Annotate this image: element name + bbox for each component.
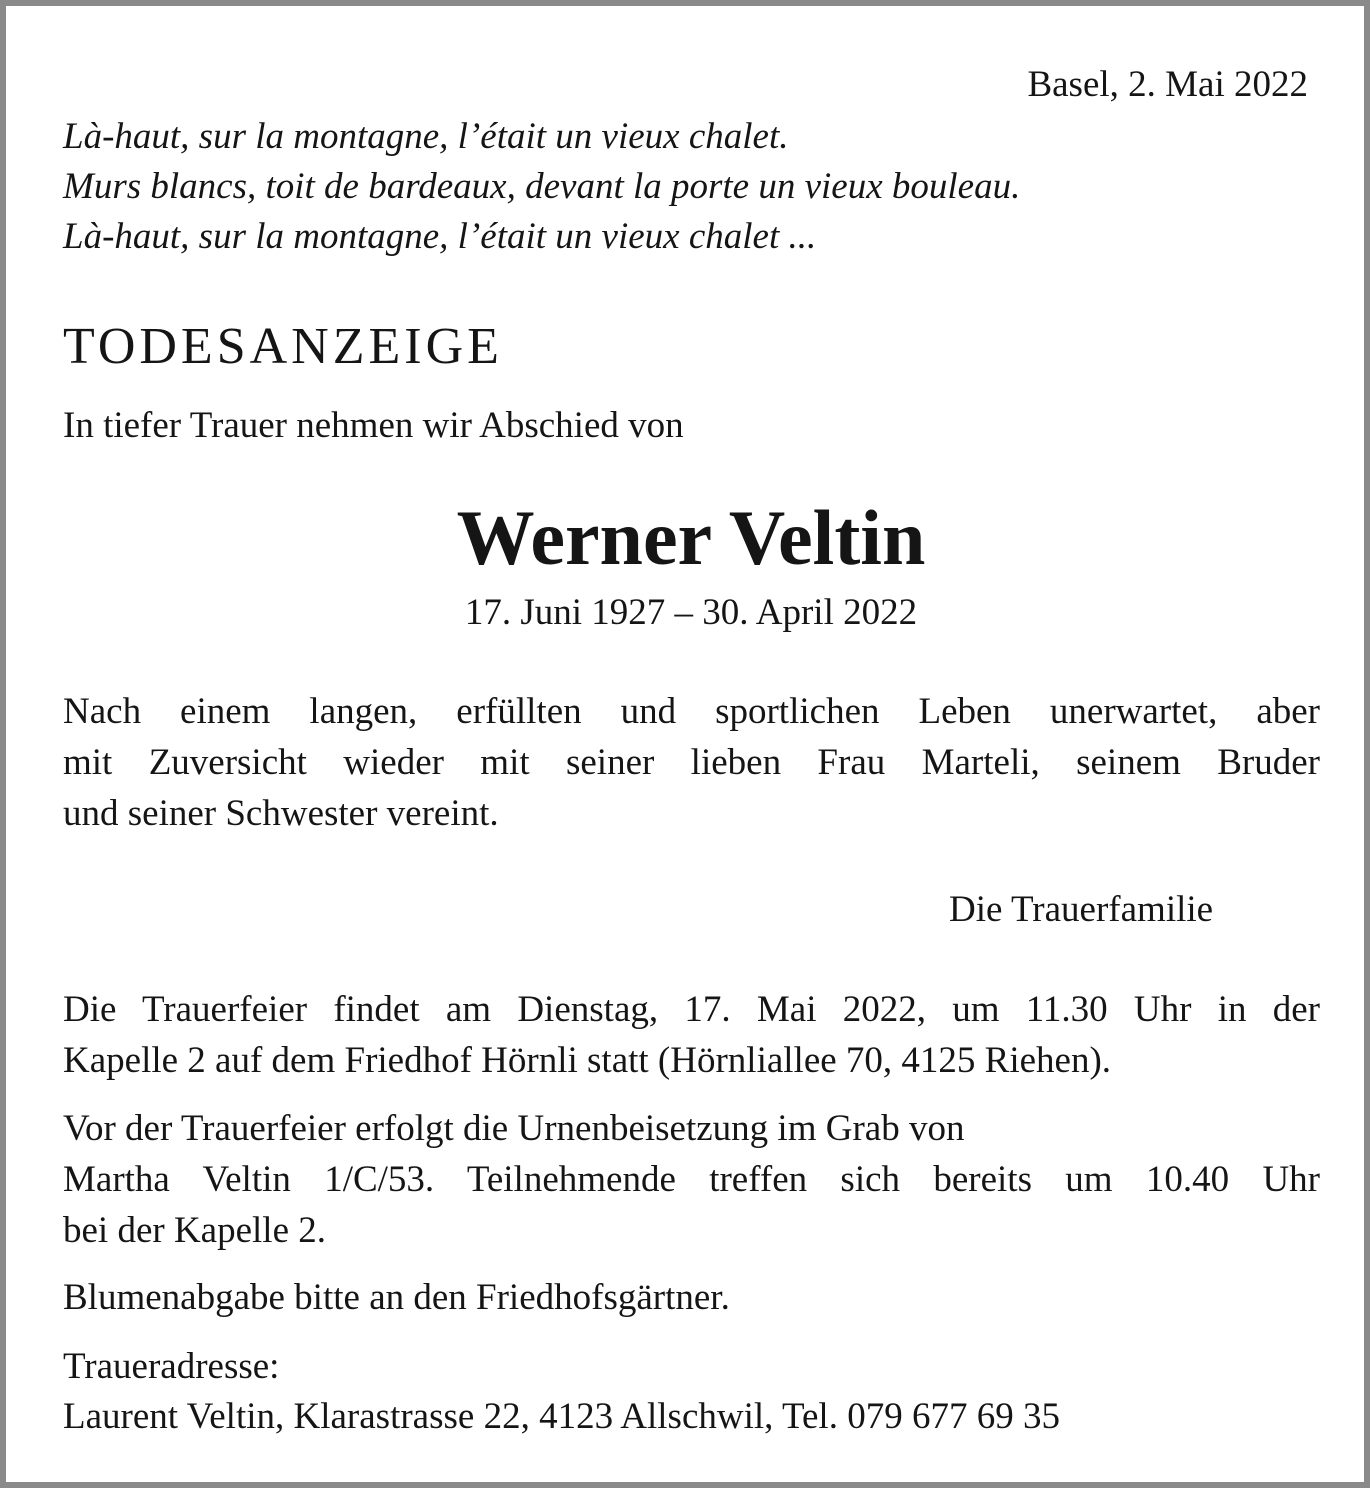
life-dates: 17. Juni 1927 – 30. April 2022 bbox=[464, 592, 918, 633]
address-label: Traueradresse: bbox=[63, 1346, 280, 1387]
place-date: Basel, 2. Mai 2022 bbox=[1027, 64, 1308, 105]
urn-burial-paragraph bbox=[63, 1103, 1320, 1256]
ceremony-paragraph bbox=[63, 984, 1320, 1086]
paragraph-line: Vor der Trauerfeier erfolgt die Urnenbeisetzung im Grab von bbox=[63, 1108, 965, 1149]
deceased-name: Werner Veltin bbox=[456, 494, 926, 581]
address-text: Laurent Veltin, Klarastrasse 22, 4123 Allschwil, Tel. 079 677 69 35 bbox=[63, 1396, 1060, 1437]
poem-line: Là-haut, sur la montagne, l’était un vieux chalet ... bbox=[63, 216, 817, 257]
paragraph-line: und seiner Schwester vereint. bbox=[63, 793, 499, 834]
paragraph-line: Martha Veltin 1/C/53. Teilnehmende treffen sich bereits um 10.40 Uhr bbox=[63, 1159, 1320, 1200]
paragraph-line: mit Zuversicht wieder mit seiner lieben Frau Marteli, seinem Bruder bbox=[63, 742, 1320, 783]
paragraph-line: Nach einem langen, erfüllten und sportlichen Leben unerwartet, aber bbox=[63, 691, 1320, 732]
family-signature: Die Trauerfamilie bbox=[949, 889, 1214, 930]
farewell-paragraph bbox=[63, 686, 1320, 839]
mourning-address bbox=[63, 1342, 1060, 1442]
poem-quote bbox=[63, 112, 1020, 262]
paragraph-line: Kapelle 2 auf dem Friedhof Hörnli statt (Hörnliallee 70, 4125 Riehen). bbox=[63, 1040, 1112, 1081]
paragraph-line: Die Trauerfeier findet am Dienstag, 17. Mai 2022, um 11.30 Uhr in der bbox=[63, 989, 1320, 1030]
paragraph-line: bei der Kapelle 2. bbox=[63, 1210, 326, 1251]
intro-text: In tiefer Trauer nehmen wir Abschied von bbox=[63, 405, 684, 446]
poem-line: Là-haut, sur la montagne, l’était un vieux chalet. bbox=[63, 116, 789, 157]
notice-heading: TODESANZEIGE bbox=[63, 318, 503, 375]
poem-line: Murs blancs, toit de bardeaux, devant la porte un vieux bouleau. bbox=[63, 166, 1021, 207]
flowers-note: Blumenabgabe bitte an den Friedhofsgärtner. bbox=[63, 1277, 730, 1318]
